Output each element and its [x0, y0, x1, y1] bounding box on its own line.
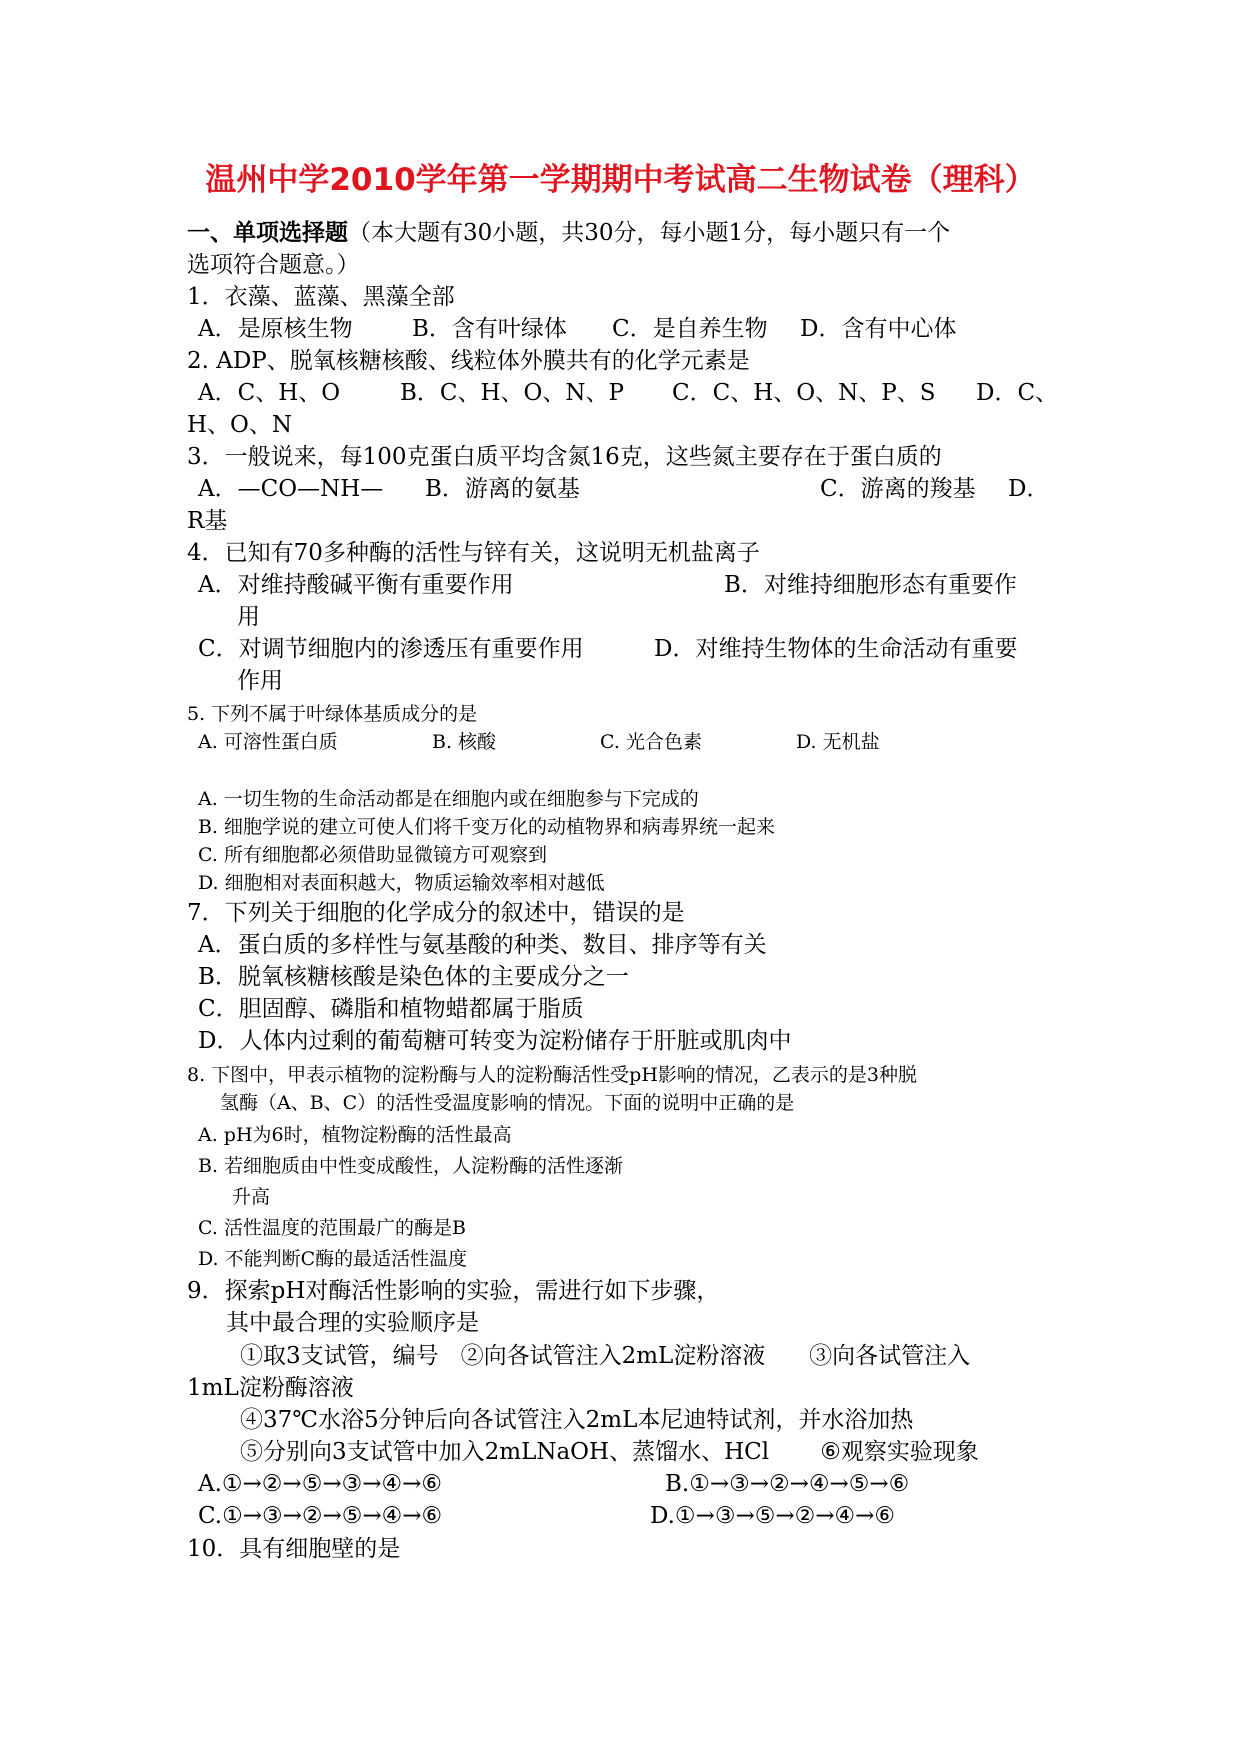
- option-b: B．对维持细胞形态有重要作: [724, 572, 1017, 598]
- option-b-cont: 升高: [232, 1186, 271, 1208]
- option-b: B. 细胞学说的建立可使人们将千变万化的动植物界和病毒界统一起来: [198, 816, 776, 838]
- question-stem: 9．探索pH对酶活性影响的实验，需进行如下步骤，: [187, 1278, 720, 1304]
- question-stem-cont: 氢酶（A、B、C）的活性受温度影响的情况。下面的说明中正确的是: [220, 1092, 795, 1114]
- option-c: C．对调节细胞内的渗透压有重要作用: [198, 636, 584, 662]
- option-a: A. 可溶性蛋白质: [198, 731, 338, 753]
- option-c: C．游离的羧基: [820, 476, 976, 502]
- option-a: A．—CO—NH—: [198, 476, 384, 502]
- option-a: A.①→②→⑤→③→④→⑥: [198, 1471, 442, 1497]
- option-b-cont: 用: [237, 604, 260, 630]
- option-d-cont: R基: [187, 508, 228, 534]
- option-d-cont: H、O、N: [187, 412, 293, 438]
- option-d: D．C、: [976, 380, 1059, 406]
- section-1-heading-line: [187, 222, 950, 245]
- question-stem-cont: 其中最合理的实验顺序是: [226, 1310, 479, 1336]
- option-a: A．是原核生物: [198, 316, 353, 342]
- question-stem: 1．衣藻、蓝藻、黑藻全部: [187, 284, 455, 310]
- option-c: C. 所有细胞都必须借助显微镜方可观察到: [198, 844, 547, 866]
- option-c: C．胆固醇、磷脂和植物蜡都属于脂质: [198, 996, 584, 1022]
- section-description: （本大题有30小题，共30分，每小题1分，每小题只有一个: [348, 220, 951, 246]
- option-c: C. 活性温度的范围最广的酶是B: [198, 1217, 466, 1239]
- option-c: C．C、H、O、N、P、S: [672, 380, 936, 406]
- question-stem: 4．已知有70多种酶的活性与锌有关，这说明无机盐离子: [187, 540, 760, 566]
- option-c: C.①→③→②→⑤→④→⑥: [198, 1503, 443, 1529]
- option-d: D. 细胞相对表面积越大，物质运输效率相对越低: [198, 872, 605, 894]
- option-d: D．人体内过剩的葡萄糖可转变为淀粉储存于肝脏或肌肉中: [198, 1028, 792, 1054]
- option-d-cont: 作用: [237, 668, 283, 694]
- option-a: A. 一切生物的生命活动都是在细胞内或在细胞参与下完成的: [198, 788, 699, 810]
- option-d: D．对维持生物体的生命活动有重要: [654, 636, 1018, 662]
- option-a: A．对维持酸碱平衡有重要作用: [198, 572, 514, 598]
- experiment-steps-line-2: 1mL淀粉酶溶液: [187, 1375, 354, 1401]
- option-d: D．含有中心体: [800, 316, 957, 342]
- option-a: A．蛋白质的多样性与氨基酸的种类、数目、排序等有关: [198, 932, 767, 958]
- option-b: B．游离的氨基: [425, 476, 580, 502]
- experiment-steps-line-1: ①取3支试管，编号 ②向各试管注入2mL淀粉溶液 ③向各试管注入: [240, 1343, 971, 1369]
- option-d: D.①→③→⑤→②→④→⑥: [650, 1503, 896, 1529]
- option-d: D．: [1008, 476, 1050, 502]
- question-stem: 2. ADP、脱氧核糖核酸、线粒体外膜共有的化学元素是: [187, 348, 750, 374]
- option-b: B. 若细胞质由中性变成酸性，人淀粉酶的活性逐渐: [198, 1155, 624, 1177]
- option-d: D. 无机盐: [796, 731, 880, 753]
- experiment-steps-line-4: ⑤分别向3支试管中加入2mLNaOH、蒸馏水、HCl ⑥观察实验现象: [240, 1439, 979, 1465]
- experiment-steps-line-3: ④37℃水浴5分钟后向各试管注入2mL本尼迪特试剂，并水浴加热: [240, 1407, 914, 1433]
- option-b: B．脱氧核糖核酸是染色体的主要成分之一: [198, 964, 629, 990]
- option-b: B. 核酸: [432, 731, 497, 753]
- option-c: C. 光合色素: [600, 731, 702, 753]
- option-b: B．含有叶绿体: [412, 316, 567, 342]
- exam-title: 温州中学2010学年第一学期期中考试高二生物试卷（理科）: [205, 162, 1036, 198]
- option-a: A．C、H、O: [198, 380, 341, 406]
- question-stem: 7．下列关于细胞的化学成分的叙述中，错误的是: [187, 900, 685, 926]
- question-stem: 10．具有细胞壁的是: [187, 1536, 401, 1562]
- option-c: C．是自养生物: [612, 316, 768, 342]
- section-description-cont: 选项符合题意。）: [187, 252, 360, 278]
- option-b: B.①→③→②→④→⑤→⑥: [665, 1471, 910, 1497]
- option-a: A. pH为6时，植物淀粉酶的活性最高: [198, 1124, 512, 1146]
- option-b: B．C、H、O、N、P: [400, 380, 625, 406]
- question-stem: 5. 下列不属于叶绿体基质成分的是: [187, 703, 478, 725]
- question-stem: 8. 下图中，甲表示植物的淀粉酶与人的淀粉酶活性受pH影响的情况，乙表示的是3种脱: [187, 1064, 917, 1086]
- section-heading: 一、单项选择题: [187, 220, 348, 246]
- question-stem: 3．一般说来，每100克蛋白质平均含氮16克，这些氮主要存在于蛋白质的: [187, 444, 942, 470]
- option-d: D. 不能判断C酶的最适活性温度: [198, 1248, 468, 1270]
